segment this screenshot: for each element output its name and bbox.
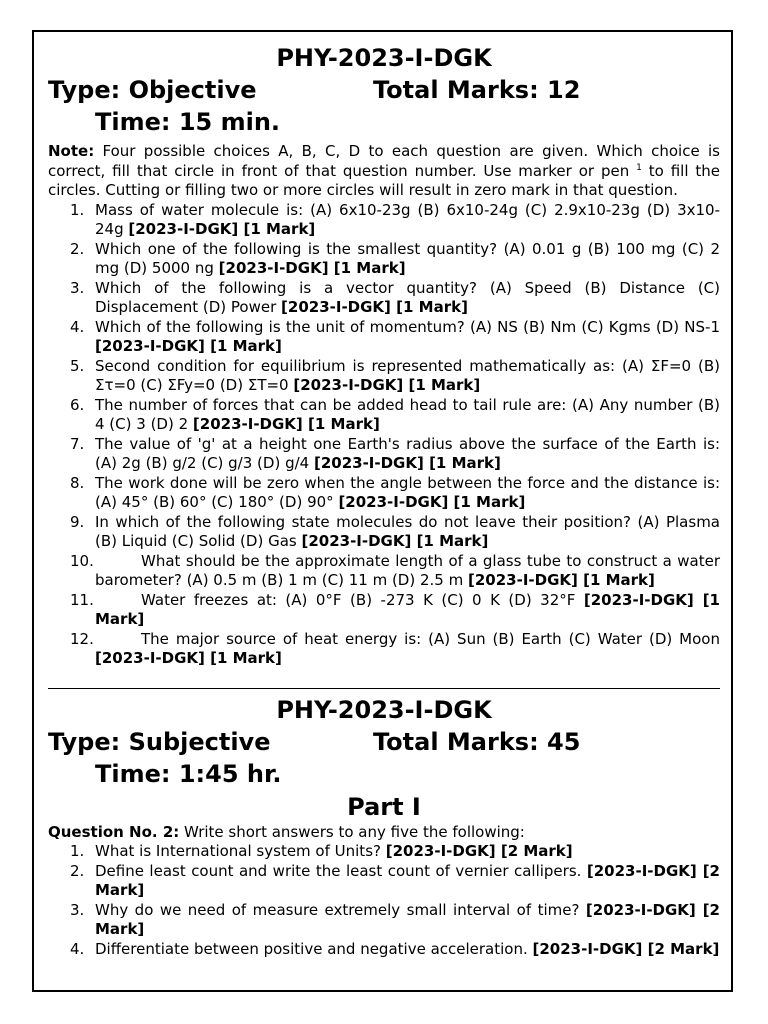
subjective-question	[48, 862, 720, 901]
question-number: 11.	[70, 590, 94, 609]
question-text: Water freezes at: (A) 0°F (B) -273 K (C) 0 K (D) 32°F	[141, 590, 584, 609]
objective-total-marks: Total Marks: 12	[373, 76, 581, 104]
question-instruction: Write short answers to any five the following:	[179, 822, 525, 841]
question-marks-tag: [2023-I-DGK] [1 Mark]	[467, 571, 655, 589]
note-text-a: Four possible choices A, B, C, D to each question are given. Which choice is correct, fill that circle in front of that question number. Use marker or pen	[48, 142, 720, 180]
page-border	[32, 30, 733, 992]
question-marks-tag: [2023-I-DGK] [2 Mark]	[385, 842, 573, 860]
question-text: In which of the following state molecules do not leave their position? (A) Plasma (B) Liquid (C) Solid (D) Gas	[95, 512, 720, 550]
question-marks-tag: [2023-I-DGK] [1 Mark]	[281, 298, 468, 316]
page-content	[48, 42, 720, 959]
question-marks-tag: [2023-I-DGK] [1 Mark]	[95, 649, 282, 667]
note-superscript: 1	[636, 162, 642, 173]
objective-question	[48, 630, 720, 669]
note-text-b: to fill the circles. Cutting or filling two or more circles will result in zero mark in that question.	[48, 161, 721, 199]
objective-question	[48, 474, 720, 513]
question-number: 10.	[70, 551, 94, 570]
subjective-header-row	[48, 726, 720, 758]
question-marks-tag: [2023-I-DGK] [2 Mark]	[95, 861, 720, 899]
objective-question	[48, 240, 720, 279]
objective-question-list	[48, 201, 720, 669]
subjective-total-marks: Total Marks: 45	[373, 727, 581, 756]
question-marks-tag: [2023-I-DGK] [1 Mark]	[218, 259, 406, 277]
question-text: Why do we need of measure extremely small interval of time?	[95, 900, 586, 919]
subjective-question	[48, 842, 720, 862]
question-number: 4.	[70, 939, 85, 958]
question-text: The major source of heat energy is: (A) Sun (B) Earth (C) Water (D) Moon	[141, 629, 720, 648]
question-text: The work done will be zero when the angle between the force and the distance is: (A) 45° (B) 60° (C) 180° (D) 90°	[95, 473, 720, 511]
question-marks-tag: [2023-I-DGK] [1 Mark]	[128, 220, 316, 238]
question-marks-tag: [2023-I-DGK] [1 Mark]	[95, 590, 720, 628]
question-number: 3.	[70, 278, 85, 297]
subjective-question	[48, 940, 720, 960]
question-heading	[48, 823, 720, 843]
question-marks-tag: [2023-I-DGK] [1 Mark]	[313, 454, 501, 472]
question-text: Differentiate between positive and negative acceleration.	[95, 939, 533, 958]
question-text: Which one of the following is the smallest quantity? (A) 0.01 g (B) 100 mg (C) 2 mg (D) 5000 ng	[95, 239, 720, 277]
objective-question	[48, 279, 720, 318]
question-marks-tag: [2023-I-DGK] [1 Mark]	[95, 337, 282, 355]
objective-question	[48, 552, 720, 591]
objective-type: Type: Objective	[48, 76, 257, 104]
question-text: Which of the following is the unit of momentum? (A) NS (B) Nm (C) Kgms (D) NS-1	[95, 317, 720, 336]
subjective-question-list	[48, 842, 720, 959]
question-text: What is International system of Units?	[95, 842, 386, 860]
question-number: 12.	[70, 629, 94, 648]
question-marks-tag: [2023-I-DGK] [1 Mark]	[192, 415, 380, 433]
question-number: 6.	[70, 395, 85, 414]
objective-time: Time: 15 min.	[95, 108, 281, 136]
question-number: 7.	[70, 434, 85, 453]
objective-question	[48, 513, 720, 552]
objective-question	[48, 396, 720, 435]
objective-header-row	[48, 74, 720, 106]
section-divider	[48, 688, 720, 689]
question-number: 2.	[70, 861, 85, 880]
subjective-paper-code: PHY-2023-I-DGK	[276, 695, 492, 724]
question-number: 5.	[70, 356, 85, 375]
subjective-type: Type: Subjective	[48, 727, 271, 756]
question-text: Mass of water molecule is: (A) 6x10-23g (B) 6x10-24g (C) 2.9x10-23g (D) 3x10-24g	[95, 200, 720, 238]
question-number: 1.	[70, 842, 85, 860]
subjective-question	[48, 901, 720, 940]
question-number: 8.	[70, 473, 85, 492]
subjective-time: Time: 1:45 hr.	[95, 759, 282, 788]
objective-question	[48, 591, 720, 630]
part-heading: Part I	[347, 792, 421, 821]
note-label: Note:	[48, 142, 95, 160]
objective-question	[48, 318, 720, 357]
question-number: 2.	[70, 239, 85, 258]
objective-paper-code: PHY-2023-I-DGK	[276, 44, 492, 72]
objective-question	[48, 435, 720, 474]
question-marks-tag: [2023-I-DGK] [2 Mark]	[95, 900, 720, 938]
question-label: Question No. 2:	[48, 822, 180, 841]
question-number: 4.	[70, 317, 85, 336]
question-marks-tag: [2023-I-DGK] [1 Mark]	[338, 493, 526, 511]
question-text: What should be the approximate length of a glass tube to construct a water barometer? (A) 0.5 m (B) 1 m (C) 11 m (D) 2.5 m	[95, 551, 720, 589]
question-text: Second condition for equilibrium is represented mathematically as: (A) ΣF=0 (B) Στ=0 (C) ΣFy=0 (D) ΣT=0	[95, 356, 720, 394]
question-text: Which of the following is a vector quantity? (A) Speed (B) Distance (C) Displacement (D) Power	[95, 278, 720, 316]
instructions-note	[48, 142, 720, 201]
question-text: The number of forces that can be added head to tail rule are: (A) Any number (B) 4 (C) 3 (D) 2	[95, 395, 720, 433]
question-text: Define least count and write the least count of vernier callipers.	[95, 861, 587, 880]
objective-question	[48, 357, 720, 396]
question-number: 1.	[70, 200, 85, 219]
question-marks-tag: [2023-I-DGK] [2 Mark]	[532, 939, 720, 958]
objective-question	[48, 201, 720, 240]
question-number: 9.	[70, 512, 85, 531]
question-marks-tag: [2023-I-DGK] [1 Mark]	[301, 532, 489, 550]
question-number: 3.	[70, 900, 85, 919]
question-text: The value of 'g' at a height one Earth's radius above the surface of the Earth is: (A) 2g (B) g/2 (C) g/3 (D) g/4	[95, 434, 720, 472]
question-marks-tag: [2023-I-DGK] [1 Mark]	[293, 376, 481, 394]
